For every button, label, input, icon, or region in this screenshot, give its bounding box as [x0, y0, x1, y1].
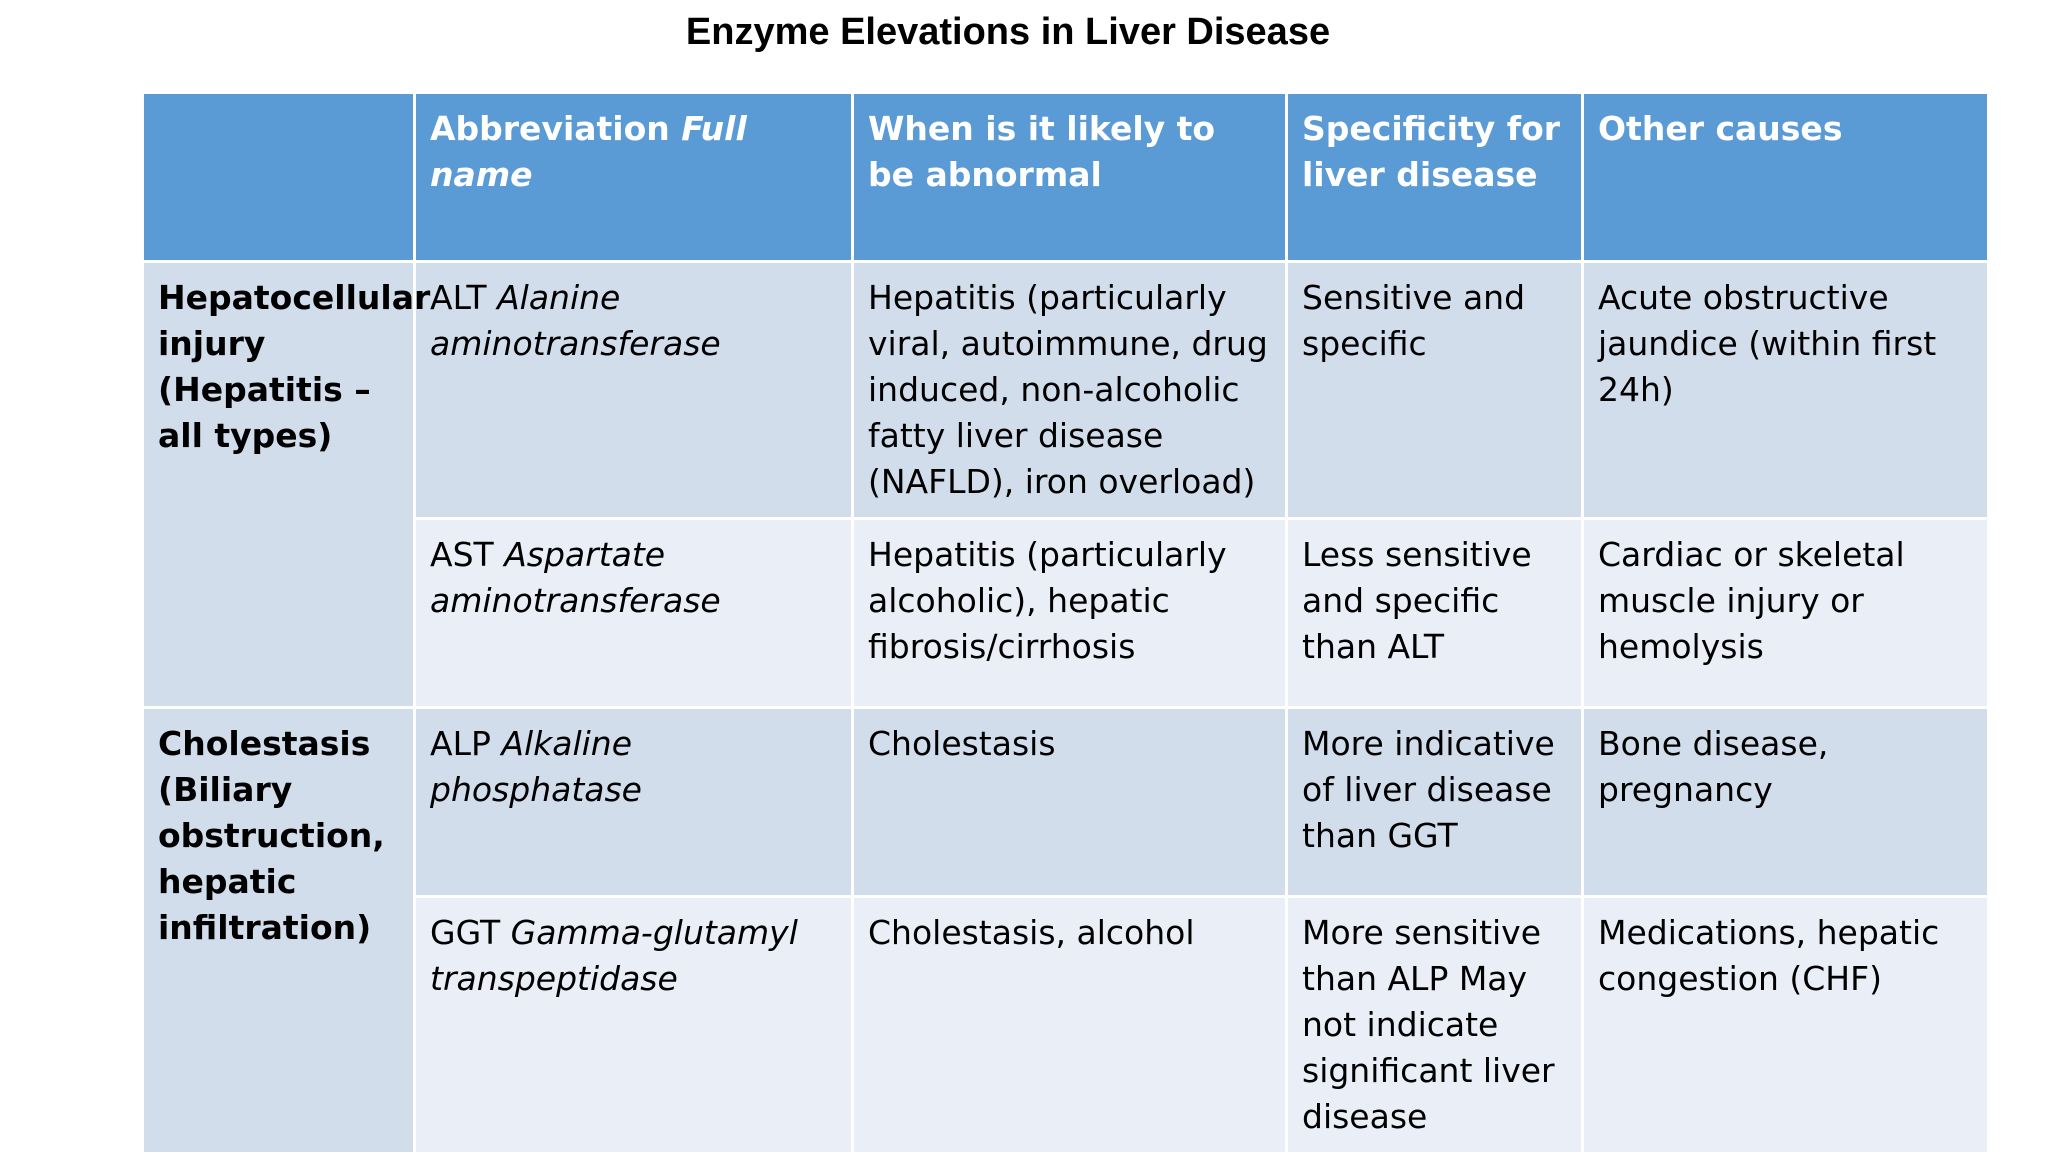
- group-hepatocellular: Hepatocellular injury (Hepatitis – all types): [143, 262, 415, 708]
- abbr-text: ALP: [430, 724, 491, 763]
- cell-other-causes: Bone disease, pregnancy: [1583, 708, 1989, 897]
- table-row-ast: [143, 519, 1989, 708]
- header-full-name-label: Full name: [430, 109, 747, 194]
- table-row-alt: [143, 262, 1989, 519]
- group-cholestasis: Cholestasis (Biliary obstruction, hepatic infiltration): [143, 708, 415, 1154]
- cell-specificity: More indicative of liver disease than GGT: [1287, 708, 1583, 897]
- full-name-text: Alkaline phosphatase: [430, 724, 642, 809]
- abbr-text: ALT: [430, 278, 487, 317]
- cell-when-abnormal: Hepatitis (particularly alcoholic), hepatic fibrosis/cirrhosis: [853, 519, 1287, 708]
- header-other-causes: Other causes: [1583, 93, 1989, 262]
- table-row-ggt: [143, 897, 1989, 1154]
- header-abbreviation: [415, 93, 853, 262]
- full-name-text: Aspartate aminotransferase: [430, 535, 721, 620]
- cell-when-abnormal: Cholestasis, alcohol: [853, 897, 1287, 1154]
- cell-specificity: Sensitive and specific: [1287, 262, 1583, 519]
- page-title: Enzyme Elevations in Liver Disease: [685, 11, 1331, 53]
- cell-abbreviation: [415, 708, 853, 897]
- header-specificity: Specificity for liver disease: [1287, 93, 1583, 262]
- header-row: [143, 93, 1989, 262]
- cell-specificity: More sensitive than ALP May not indicate significant liver disease: [1287, 897, 1583, 1154]
- cell-abbreviation: [415, 897, 853, 1154]
- cell-abbreviation: [415, 519, 853, 708]
- header-when-abnormal: When is it likely to be abnormal: [853, 93, 1287, 262]
- cell-when-abnormal: Hepatitis (particularly viral, autoimmune, drug induced, non-alcoholic fatty liver disease (NAFLD), iron overload): [853, 262, 1287, 519]
- cell-other-causes: Acute obstructive jaundice (within first 24h): [1583, 262, 1989, 519]
- abbr-text: GGT: [430, 913, 501, 952]
- cell-other-causes: Medications, hepatic congestion (CHF): [1583, 897, 1989, 1154]
- cell-other-causes: Cardiac or skeletal muscle injury or hemolysis: [1583, 519, 1989, 708]
- full-name-text: Gamma-glutamyl transpeptidase: [430, 913, 798, 998]
- header-abbreviation-label: Abbreviation: [430, 109, 670, 148]
- table-row-alp: [143, 708, 1989, 897]
- cell-specificity: Less sensitive and specific than ALT: [1287, 519, 1583, 708]
- header-category: [143, 93, 415, 262]
- cell-when-abnormal: Cholestasis: [853, 708, 1287, 897]
- cell-abbreviation: [415, 262, 853, 519]
- abbr-text: AST: [430, 535, 494, 574]
- enzyme-table: [141, 91, 1990, 1155]
- full-name-text: Alanine aminotransferase: [430, 278, 721, 363]
